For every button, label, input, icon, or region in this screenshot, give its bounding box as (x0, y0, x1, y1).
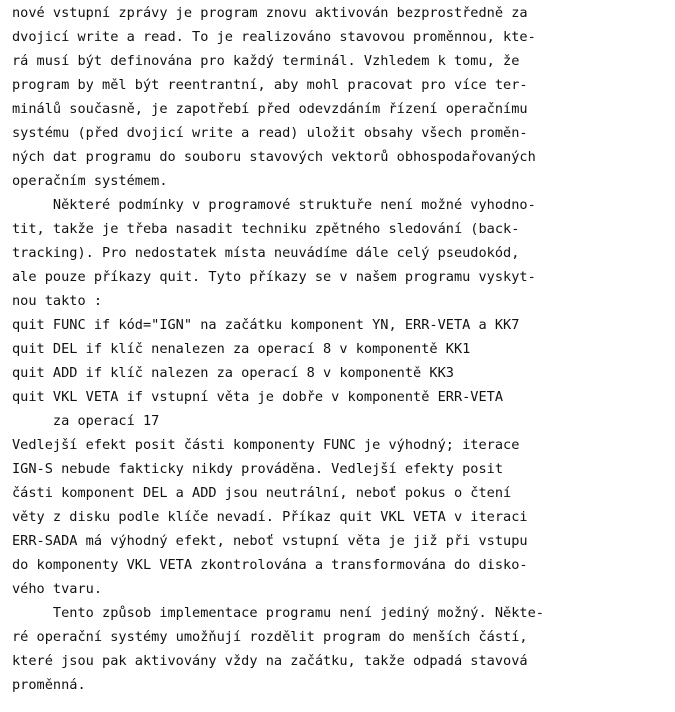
text-line: Tento způsob implementace programu není jediný možný. Někte- (12, 605, 544, 621)
text-line: proměnná. (12, 677, 86, 693)
text-line: minálů současně, je zapotřebí před odevzdáním řízení operačnímu (12, 101, 528, 117)
text-line: IGN-S nebude fakticky nikdy prováděna. Vedlejší efekty posit (12, 461, 504, 477)
text-line: program by měl být reentrantní, aby mohl pracovat pro více ter- (12, 77, 528, 93)
text-line: ERR-SADA má výhodný efekt, neboť vstupní věta je již při vstupu (12, 533, 528, 549)
text-line: ných dat programu do souboru stavových vektorů obhospodařovaných (12, 149, 536, 165)
text-line: tracking). Pro nedostatek místa neuvádíme dále celý pseudokód, (12, 245, 520, 261)
text-line: ale pouze příkazy quit. Tyto příkazy se v našem programu vyskyt- (12, 269, 536, 285)
text-line: dvojicí write a read. To je realizováno stavovou proměnnou, kte- (12, 29, 536, 45)
text-line: quit DEL if klíč nenalezen za operací 8 v komponentě KK1 (12, 341, 471, 357)
text-line: Některé podmínky v programové struktuře není možné vyhodno- (12, 197, 536, 213)
text-line: nové vstupní zprávy je program znovu aktivován bezprostředně za (12, 5, 528, 21)
text-line: rá musí být definována pro každý terminál. Vzhledem k tomu, že (12, 53, 520, 69)
text-line: quit VKL VETA if vstupní věta je dobře v komponentě ERR-VETA (12, 389, 504, 405)
text-line: quit FUNC if kód="IGN" na začátku komponent YN, ERR-VETA a KK7 (12, 317, 520, 333)
text-line: vého tvaru. (12, 581, 103, 597)
text-line: věty z disku podle klíče nevadí. Příkaz quit VKL VETA v iteraci (12, 509, 528, 525)
text-line: ré operační systémy umožňují rozdělit program do menších částí, (12, 629, 528, 645)
text-line: operačním systémem. (12, 173, 168, 189)
text-line: do komponenty VKL VETA zkontrolována a transformována do disko- (12, 557, 528, 573)
text-line: Vedlejší efekt posit části komponenty FUNC je výhodný; iterace (12, 437, 520, 453)
text-line: systému (před dvojicí write a read) uložit obsahy všech proměn- (12, 125, 528, 141)
text-line: části komponent DEL a ADD jsou neutrální, neboť pokus o čtení (12, 485, 512, 501)
text-line: které jsou pak aktivovány vždy na začátku, takže odpadá stavová (12, 653, 528, 669)
text-line: tit, takže je třeba nasadit techniku zpětného sledování (back- (12, 221, 520, 237)
text-line: za operací 17 (12, 413, 160, 429)
text-line: nou takto : (12, 293, 103, 309)
text-line: quit ADD if klíč nalezen za operací 8 v komponentě KK3 (12, 365, 454, 381)
